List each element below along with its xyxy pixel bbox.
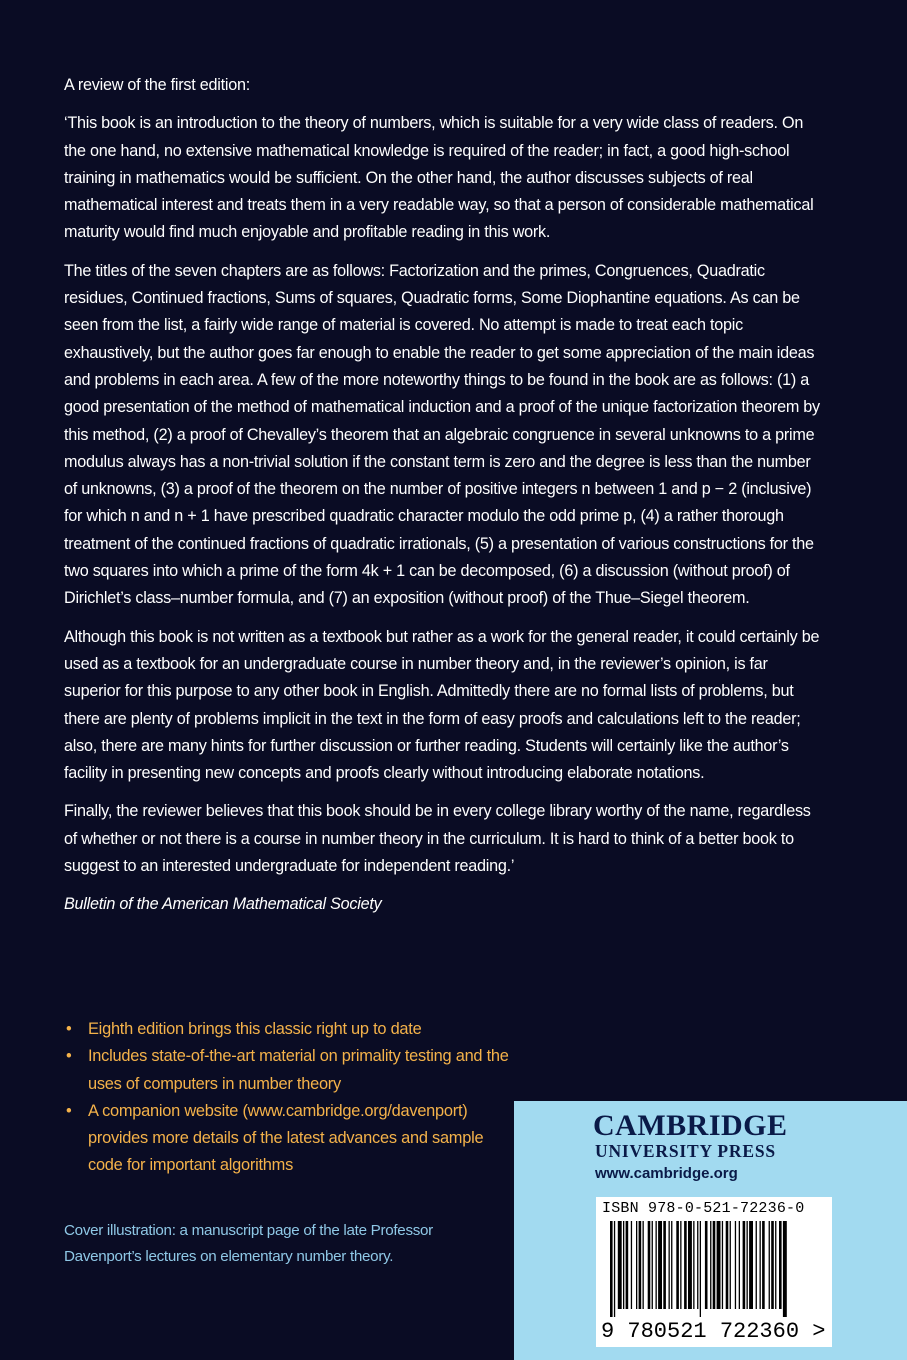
feature-item [64, 1043, 514, 1098]
bullet-marker: • [66, 1047, 72, 1066]
barcode-digits: 9 780521 722360 > [601, 1319, 826, 1344]
barcode-bar [671, 1221, 672, 1309]
barcode-bar [713, 1221, 716, 1309]
barcode-icon [610, 1221, 818, 1317]
publisher-name: CAMBRIDGE [593, 1109, 788, 1142]
barcode-bar [743, 1221, 746, 1309]
review-paragraph-1: ‘This book is an introduction to the theory of numbers, which is suitable for a very wide class of readers. On the one hand, no extensive mathematical knowledge is required of the reader; in fact, a good high-school training in mathematics would be sufficient. On the other hand, the author discusses subjects of real mathematical interest and treats them in a very readable way, so that a person of considerable mathematical maturity would find much enjoyable and profitable reading in this work. [64, 114, 814, 242]
publisher-subtitle: UNIVERSITY PRESS [595, 1141, 776, 1161]
review-source: Bulletin of the American Mathematical Society [64, 895, 382, 914]
barcode-bar [756, 1221, 757, 1309]
review-paragraph-4: Finally, the reviewer believes that this book should be in every college library worthy of the name, regardless of whether or not there is a course in number theory in the curriculum. It is hard to think of a better book to suggest to an interested undergraduate for independent reading.’ [64, 802, 811, 876]
review-paragraph-3: Although this book is not written as a textbook but rather as a work for the general reader, it could certainly be used as a textbook for an undergraduate course in number theory and, in the reviewer’s opinion, is far superior for this purpose to any other book in English. Admittedly there are no formal lists of problems, but there are plenty of problems implicit in the text in the form of easy proofs and calculations left to the reader; also, there are many hints for further discussion or further reading. Students will certainly like the author’s facility in presenting new concepts and proofs clearly without introducing elaborate notations. [64, 627, 820, 783]
review-heading: A review of the first edition: [64, 76, 250, 94]
feature-item-text: Includes state-of-the-art material on primality testing and the uses of computers in number theory [88, 1047, 509, 1093]
barcode-bar [643, 1221, 644, 1309]
review-paragraph-2: The titles of the seven chapters are as follows: Factorization and the primes, Congruences, Quadratic residues, Continued fractions, Sums of squares, Quadratic forms, Some Diophantine equations. As can be seen from the list, a fairly wide range of material is covered. No attempt is made to treat each topic exhaustively, but the author goes far enough to enable the reader to get some appreciation of the main ideas and problems in each area. A few of the more noteworthy things to be found in the book are as follows: (1) a good presentation of the method of mathematical induction and a proof of the unique factorization theorem by this method, (2) a proof of Chevalley’s theorem that an algebraic congruence in several unknowns to a prime modulus always has a non-trivial solution if the constant term is zero and the degree is less than the number of unknowns, (3) a proof of the theorem on the number of positive integers n between 1 and p − 2 (inclusive) for which n and n + 1 have prescribed quadratic character modulo the odd prime p, (4) a rather thorough treatment of the continued fractions of quadratic irrationals, (5) a presentation of various constructions for the two squares into which a prime of the form 4k + 1 can be decomposed, (6) a discussion (without proof) of Dirichlet’s class–number formula, and (7) an exposition (without proof) of the Thue–Siegel theorem. [64, 261, 820, 608]
barcode-bar [618, 1221, 622, 1309]
barcode-bar [623, 1221, 624, 1309]
barcode-bar [783, 1221, 787, 1317]
barcode-bar [639, 1221, 642, 1309]
barcode-bar [717, 1221, 721, 1309]
barcode-bar [648, 1221, 651, 1309]
barcode-bar [697, 1221, 698, 1309]
barcode-bar [656, 1221, 657, 1309]
publisher-url: www.cambridge.org [595, 1165, 738, 1182]
feature-item-text: A companion website (www.cambridge.org/davenport) provides more details of the latest advances and sample code for important algorithms [88, 1101, 484, 1175]
barcode-panel [596, 1197, 832, 1347]
cover-illustration-caption: Cover illustration: a manuscript page of the late Professor Davenport’s lectures on elementary number theory. [64, 1222, 433, 1265]
barcode-bar [614, 1221, 615, 1317]
barcode-bar [700, 1221, 701, 1317]
barcode-bar [705, 1221, 708, 1309]
barcode-bar [688, 1221, 692, 1309]
barcode-bar [636, 1221, 637, 1309]
barcode-bar [730, 1221, 731, 1309]
review-text [64, 72, 824, 930]
barcode-bar [760, 1221, 761, 1309]
barcode-bar [626, 1221, 629, 1309]
barcode-bar [726, 1221, 729, 1309]
barcode-bar [749, 1221, 753, 1309]
barcode-bar [775, 1221, 776, 1309]
publisher-panel [514, 1101, 907, 1360]
barcode-bar [771, 1221, 774, 1309]
barcode-bar [663, 1221, 666, 1309]
barcode-bar [652, 1221, 653, 1309]
barcode-bar [684, 1221, 687, 1309]
feature-item [64, 1098, 514, 1180]
barcode-bar [735, 1221, 736, 1309]
bullet-marker: • [66, 1020, 72, 1038]
barcode-bar [610, 1221, 613, 1317]
barcode-bar [710, 1221, 711, 1309]
barcode-bar [631, 1221, 632, 1309]
barcode-bar [739, 1221, 740, 1309]
bullet-marker: • [66, 1101, 72, 1120]
barcode-bar [747, 1221, 748, 1309]
feature-item-text: Eighth edition brings this classic right up to date [88, 1020, 422, 1038]
isbn-label: ISBN 978-0-521-72236-0 [602, 1200, 805, 1217]
barcode-bar [680, 1221, 681, 1309]
barcode-bar [762, 1221, 765, 1309]
barcode-bar [676, 1221, 679, 1309]
barcode-bar [658, 1221, 662, 1309]
barcode-bar [722, 1221, 723, 1309]
barcode-bar [769, 1221, 770, 1309]
barcode-bar [779, 1221, 782, 1309]
feature-list [64, 1016, 514, 1180]
barcode-bar [693, 1221, 694, 1309]
barcode-bar [669, 1221, 670, 1309]
feature-item [64, 1016, 514, 1043]
